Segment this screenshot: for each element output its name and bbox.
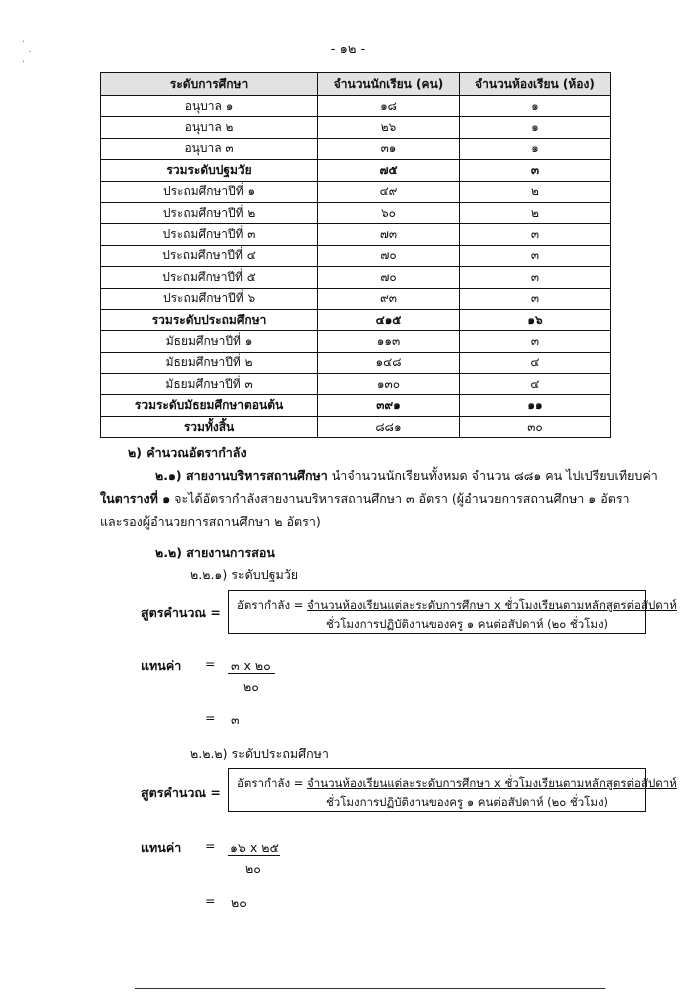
substitute-label-1: แทนค่า — [141, 658, 182, 673]
calc1-denominator: ๒๐ — [243, 679, 259, 694]
eq-sign-1: = — [205, 656, 216, 671]
students-cell: ๘๘๑ — [318, 416, 460, 437]
level-cell: ประถมศึกษาปีที่ ๔ — [101, 245, 318, 266]
level-cell: รวมระดับปฐมวัย — [101, 160, 318, 181]
rooms-cell: ๓ — [459, 288, 610, 309]
level-cell: มัธยมศึกษาปีที่ ๒ — [101, 352, 318, 373]
level-cell: อนุบาล ๒ — [101, 117, 318, 138]
s21-label: ๒.๑) สายงานบริหารสถานศึกษา — [155, 468, 328, 483]
page-number: - ๑๒ - — [330, 42, 366, 57]
rooms-cell: ๑ — [459, 96, 610, 117]
eq-sign-2: = — [205, 838, 216, 853]
level-cell: รวมทั้งสิ้น — [101, 416, 318, 437]
rooms-cell: ๓ — [459, 267, 610, 288]
level-cell: ประถมศึกษาปีที่ ๓ — [101, 224, 318, 245]
header-students: จำนวนนักเรียน (คน) — [318, 73, 460, 96]
s21-line2-text: จะได้อัตรากำลังสายงานบริหารสถานศึกษา ๓ อัตรา (ผู้อำนวยการสถานศึกษา ๑ อัตรา — [170, 491, 630, 506]
students-cell: ๑๔๘ — [318, 352, 460, 373]
level-cell: ประถมศึกษาปีที่ ๖ — [101, 288, 318, 309]
rooms-cell: ๒ — [459, 181, 610, 202]
calc1-numerator: ๓ x ๒๐ — [231, 658, 271, 673]
fraction-line-1 — [228, 673, 275, 674]
subtotal-row — [101, 395, 611, 416]
rooms-cell: ๒ — [459, 202, 610, 223]
students-cell: ๑๑๓ — [318, 331, 460, 352]
level-cell: ประถมศึกษาปีที่ ๑ — [101, 181, 318, 202]
s21-line2 — [100, 489, 630, 509]
table-row — [101, 374, 611, 395]
header-rooms: จำนวนห้องเรียน (ห้อง) — [459, 73, 610, 96]
footer-rule — [135, 988, 605, 989]
rooms-cell: ๑๑ — [459, 395, 610, 416]
level-cell: อนุบาล ๑ — [101, 96, 318, 117]
section-heading: ๒) คำนวณอัตรากำลัง — [128, 445, 247, 460]
table-row — [101, 117, 611, 138]
students-cell: ๙๓ — [318, 288, 460, 309]
table-row — [101, 181, 611, 202]
calc1-result: ๓ — [231, 712, 240, 727]
students-cell: ๔๑๕ — [318, 309, 460, 330]
table-row — [101, 288, 611, 309]
scan-specks: · · · — [22, 37, 32, 68]
table-row — [101, 224, 611, 245]
level-cell: ประถมศึกษาปีที่ ๕ — [101, 267, 318, 288]
students-cell: ๑๓๐ — [318, 374, 460, 395]
students-cell: ๔๙ — [318, 181, 460, 202]
fraction-line-2 — [228, 855, 280, 856]
s222-label: ๒.๒.๒) ระดับประถมศึกษา — [190, 746, 329, 761]
students-cell: ๗๐ — [318, 267, 460, 288]
eq-sign-1b: = — [205, 710, 216, 725]
rooms-cell: ๔ — [459, 374, 610, 395]
students-cell: ๒๖ — [318, 117, 460, 138]
formula-box-2 — [228, 768, 677, 812]
s21-table-ref: ในตารางที่ ๑ — [100, 491, 171, 506]
rooms-cell: ๑ — [459, 117, 610, 138]
s221-label: ๒.๒.๑) ระดับปฐมวัย — [190, 567, 299, 582]
table-row — [101, 202, 611, 223]
s21-line1-text: นำจำนวนนักเรียนทั้งหมด จำนวน ๘๘๑ คน ไปเปรียบเทียบค่า — [327, 468, 658, 483]
s21-line3: และรองผู้อำนวยการสถานศึกษา ๒ อัตรา) — [100, 514, 321, 529]
rooms-cell: ๑๖ — [459, 309, 610, 330]
rooms-cell: ๓ — [459, 331, 610, 352]
table-header-row — [101, 73, 611, 96]
rooms-cell: ๓๐ — [459, 416, 610, 437]
students-cell: ๖๐ — [318, 202, 460, 223]
students-cell: ๗๓ — [318, 224, 460, 245]
calc2-result: ๒๐ — [231, 895, 247, 910]
level-cell: รวมระดับประถมศึกษา — [101, 309, 318, 330]
table-row — [101, 352, 611, 373]
students-cell: ๗๐ — [318, 245, 460, 266]
table-row — [101, 245, 611, 266]
students-cell: ๓๙๑ — [318, 395, 460, 416]
level-cell: มัธยมศึกษาปีที่ ๑ — [101, 331, 318, 352]
calc2-numerator: ๑๖ x ๒๕ — [230, 840, 279, 855]
formula-numerator-2: อัตรากำลัง = จำนวนห้องเรียนแต่ละระดับการศึกษา x ชั่วโมงเรียนตามหลักสูตรต่อสัปดาห์ — [237, 776, 677, 790]
table-row — [101, 331, 611, 352]
formula-box-1 — [228, 590, 677, 634]
calc2-denominator: ๒๐ — [245, 861, 261, 876]
eq-sign-2b: = — [205, 893, 216, 908]
students-cell: ๗๕ — [318, 160, 460, 181]
table-row — [101, 267, 611, 288]
formula-label-1: สูตรคำนวณ = — [141, 605, 221, 620]
header-level: ระดับการศึกษา — [101, 73, 318, 96]
grand-total-row — [101, 416, 611, 437]
s21-line1 — [155, 466, 658, 486]
formula-denominator-1: ชั่วโมงการปฏิบัติงานของครู ๑ คนต่อสัปดาห์ (๒๐ ชั่วโมง) — [325, 617, 609, 631]
subtotal-row — [101, 309, 611, 330]
rooms-cell: ๓ — [459, 245, 610, 266]
rooms-cell: ๓ — [459, 160, 610, 181]
rooms-cell: ๑ — [459, 138, 610, 159]
level-cell: รวมระดับมัธยมศึกษาตอนต้น — [101, 395, 318, 416]
subtotal-row — [101, 160, 611, 181]
level-cell: อนุบาล ๓ — [101, 138, 318, 159]
level-cell: มัธยมศึกษาปีที่ ๓ — [101, 374, 318, 395]
student-room-table — [100, 72, 611, 438]
formula-denominator-2: ชั่วโมงการปฏิบัติงานของครู ๑ คนต่อสัปดาห์ (๒๐ ชั่วโมง) — [325, 795, 609, 809]
level-cell: ประถมศึกษาปีที่ ๒ — [101, 202, 318, 223]
students-cell: ๓๑ — [318, 138, 460, 159]
table-body — [101, 96, 611, 438]
rooms-cell: ๔ — [459, 352, 610, 373]
formula-label-2: สูตรคำนวณ = — [141, 785, 221, 800]
table-row — [101, 96, 611, 117]
substitute-label-2: แทนค่า — [141, 840, 182, 855]
table-row — [101, 138, 611, 159]
rooms-cell: ๓ — [459, 224, 610, 245]
students-cell: ๑๘ — [318, 96, 460, 117]
s22-label: ๒.๒) สายงานการสอน — [155, 545, 275, 560]
formula-numerator-1: อัตรากำลัง = จำนวนห้องเรียนแต่ละระดับการศึกษา x ชั่วโมงเรียนตามหลักสูตรต่อสัปดาห์ — [237, 598, 677, 612]
